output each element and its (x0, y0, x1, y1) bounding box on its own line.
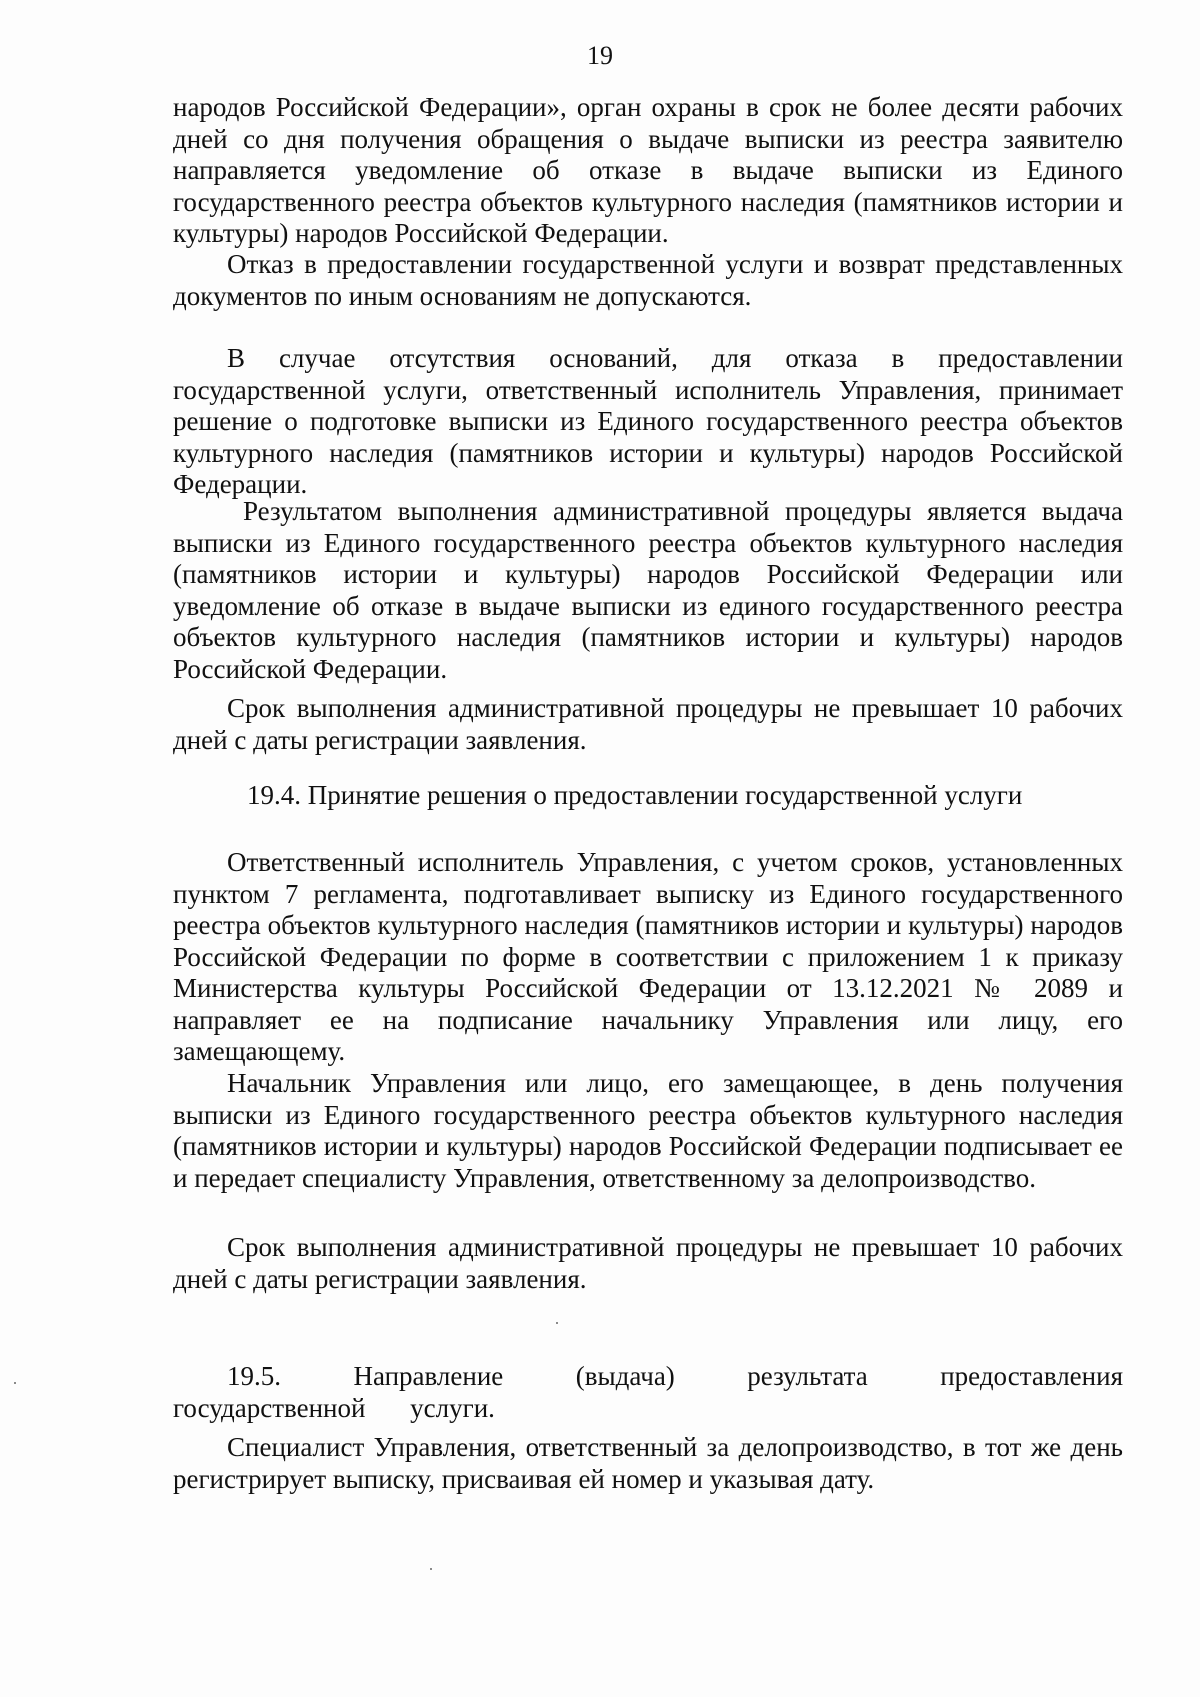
section-heading-19-5: 19.5. Направление (выдача) результата предоставления государственной услуги. (173, 1361, 1123, 1423)
paragraph-register-extract: Специалист Управления, ответственный за делопроизводство, в тот же день регистрирует выписку, присваивая ей номер и указывая дату. (173, 1432, 1123, 1494)
scan-speck (556, 1322, 558, 1324)
paragraph-refusal-other-grounds: Отказ в предоставлении государственной услуги и возврат представленных документов по иным основаниям не допускаются. (173, 249, 1123, 311)
paragraph-prepare-extract: Ответственный исполнитель Управления, с учетом сроков, установленных пунктом 7 регламента, подготавливает выписку из Единого государственного реестра объектов культурного наследия (памятников истории и культуры) народов Российской Федерации по форме в соответствии с приложением 1 к приказу Министерства культуры Российской Федерации от 13.12.2021 № 2089 и направляет ее на подписание начальнику Управления или лицу, его замещающему. (173, 847, 1123, 1066)
paragraph-procedure-term-2: Срок выполнения административной процедуры не превышает 10 рабочих дней с даты регистрации заявления. (173, 1232, 1123, 1294)
paragraph-procedure-term: Срок выполнения административной процедуры не превышает 10 рабочих дней с даты регистрации заявления. (173, 693, 1123, 755)
paragraph-no-grounds-decision: В случае отсутствия оснований, для отказа в предоставлении государственной услуги, ответственный исполнитель Управления, принимает решение о подготовке выписки из Единого государственного реестра объектов культурного наследия (памятников истории и культуры) народов Российской Федерации. (173, 343, 1123, 499)
page-number: 19 (587, 41, 613, 70)
scan-speck (430, 1568, 432, 1570)
section-heading-19-4: 19.4. Принятие решения о предоставлении государственной услуги (247, 780, 1023, 810)
paragraph-head-signs: Начальник Управления или лицо, его замещающее, в день получения выписки из Единого государственного реестра объектов культурного наследия (памятников истории и культуры) народов Российской Федерации подписывает ее и передает специалисту Управления, ответственному за делопроизводство. (173, 1068, 1123, 1193)
scan-speck (14, 1382, 16, 1384)
paragraph-procedure-result: Результатом выполнения административной процедуры является выдача выписки из Единого государственного реестра объектов культурного наследия (памятников истории и культуры) народов Российской Федерации или уведомление об отказе в выдаче выписки из единого государственного реестра объектов культурного наследия (памятников истории и культуры) народов Российской Федерации. (173, 496, 1123, 684)
paragraph-refusal-notice: народов Российской Федерации», орган охраны в срок не более десяти рабочих дней со дня получения обращения о выдаче выписки из реестра заявителю направляется уведомление об отказе в выдаче выписки из Единого государственного реестра объектов культурного наследия (памятников истории и культуры) народов Российской Федерации. (173, 92, 1123, 248)
